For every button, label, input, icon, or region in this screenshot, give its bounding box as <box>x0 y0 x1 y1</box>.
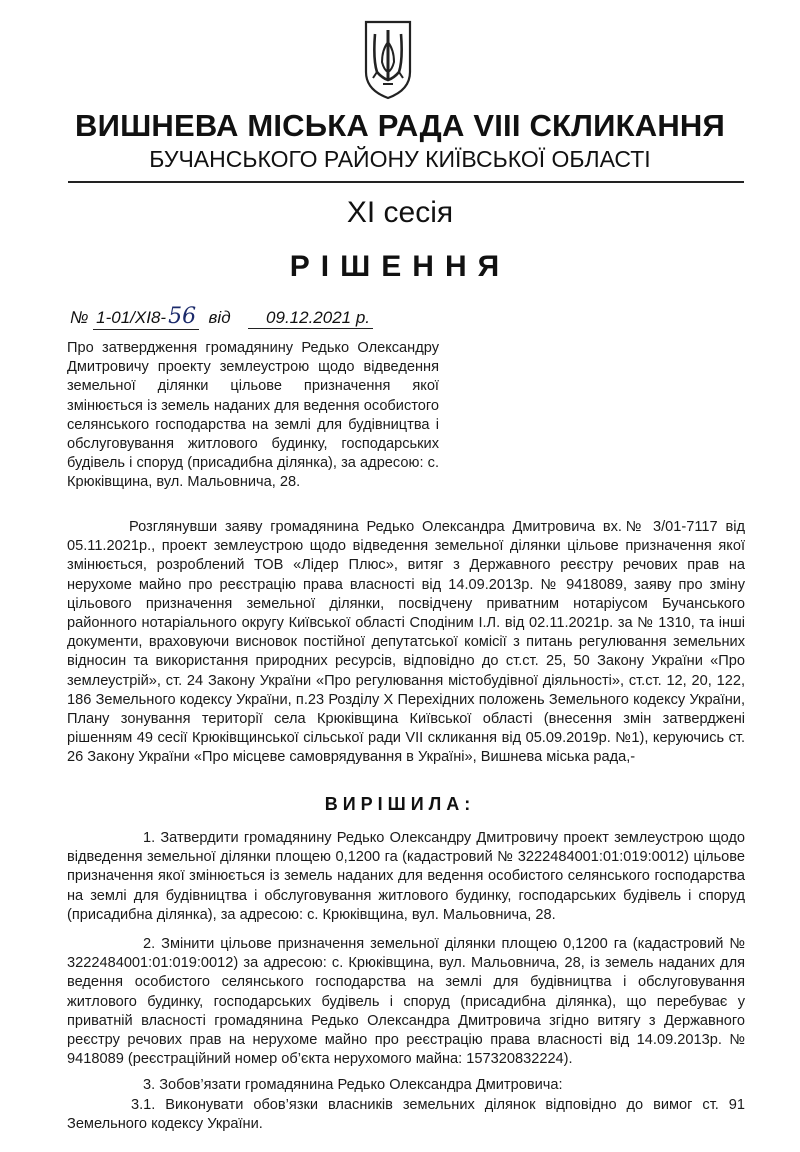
resolution-item-1: 1. Затвердити громадянину Редько Олександру Дмитровичу проект землеустрою щодо відведення земельної ділянки площею 0,1200 га (кадастровий № 3222484001:01:019:0012) цільове призначення якої змінюється із земель наданих для ведення особистого селянського господарства на землі для будівництва і обслуговування житлового будинку, господарських будівель і споруд (присадибна ділянка), за адресою: с. Крюківщина, вул. Мальовнича, 28. <box>67 830 745 923</box>
decision-number-code: 1-01/XI8- <box>96 308 167 327</box>
header-divider <box>68 181 744 183</box>
resolved-heading: ВИРІШИЛА: <box>324 794 476 814</box>
session-title: XI сесія <box>346 196 454 229</box>
resolution-item-3: 3. Зобов’язати громадянина Редько Олександра Дмитровича: <box>143 1077 563 1093</box>
decision-date: 09.12.2021 р. <box>248 308 373 329</box>
trident-coat-of-arms-icon <box>363 20 413 100</box>
handwritten-number: 56 <box>168 304 197 329</box>
document-type: РІШЕННЯ <box>289 250 511 283</box>
resolution-item-2: 2. Змінити цільове призначення земельної ділянки площею 0,1200 га (кадастровий № 3222484001:01:019:0012) за адресою: с. Крюківщина, вул. Мальовнича, 28, із земель наданих для ведення особистого селянського господарства на землі для будівництва і обслуговування житлового будинку, господарських будівель і споруд (присадибна ділянка), що перебуває у приватній власності громадянина Редько Олександра Дмитровича згідно витягу з Державного реєстру речових прав на нерухоме майно про реєстрацію права власності від 14.09.2013р. № 9418089 (реєстраційний номер об’єкта нерухомого майна: 157320832224). <box>67 936 745 1068</box>
decision-number <box>93 304 199 330</box>
district-name: БУЧАНСЬКОГО РАЙОНУ КИЇВСЬКОЇ ОБЛАСТІ <box>149 146 651 172</box>
resolution-item-3-1: 3.1. Виконувати обов’язки власників земельних ділянок відповідно до вимог ст. 91 Земельного кодексу України. <box>67 1097 745 1133</box>
decision-subject: Про затвердження громадянину Редько Олександру Дмитровичу проекту землеустрою щодо відведення земельної ділянки цільове призначення якої змінюється із земель наданих для ведення особистого селянського господарства на землі для будівництва і обслуговування житлового будинку, господарських будівель і споруд (присадибна ділянка), за адресою: с. Крюківщина, вул. Мальовнича, 28. <box>67 340 439 491</box>
council-name: ВИШНЕВА МІСЬКА РАДА VIII СКЛИКАННЯ <box>75 108 725 143</box>
date-label: від <box>208 308 231 327</box>
preamble-paragraph: Розглянувши заяву громадянина Редько Олександра Дмитровича вх.№ 3/01-7117 від 05.11.2021р., проект землеустрою щодо відведення земельної ділянки цільове призначення якої змінюється, розроблений ТОВ «Лідер Плюс», витяг з Державного реєстру речових прав на нерухоме майно про реєстрацію права власності від 14.09.2013р. № 9418089, заяву про зміну цільового призначення земельної ділянки, посвідчену приватним нотаріусом Бучанського районного нотаріального округу Київської області Сподіним І.Л. від 02.11.2021р. за № 1310, та інші документи, враховуючи висновок постійної депутатської комісії з питань регулювання земельних відносин та використання природних ресурсів, відповідно до ст.ст. 25, 50 Закону України «Про землеустрій», ст. 24 Закону України «Про регулювання містобудівної діяльності», ст.ст. 12, 20, 122, 186 Земельного кодексу України, п.23 Розділу X Перехідних положень Земельного кодексу України, Плану зонування території села Крюківщина Київської області (внесення змін затверджені рішенням 49 сесії Крюківщинської сільської ради VII скликання від 05.09.2019р. №1), керуючись ст. 26 Закону України «Про місцеве самоврядування в Україні», Вишнева міська рада,- <box>67 519 745 766</box>
decision-number-line <box>70 304 373 330</box>
number-sign: № <box>70 308 89 327</box>
